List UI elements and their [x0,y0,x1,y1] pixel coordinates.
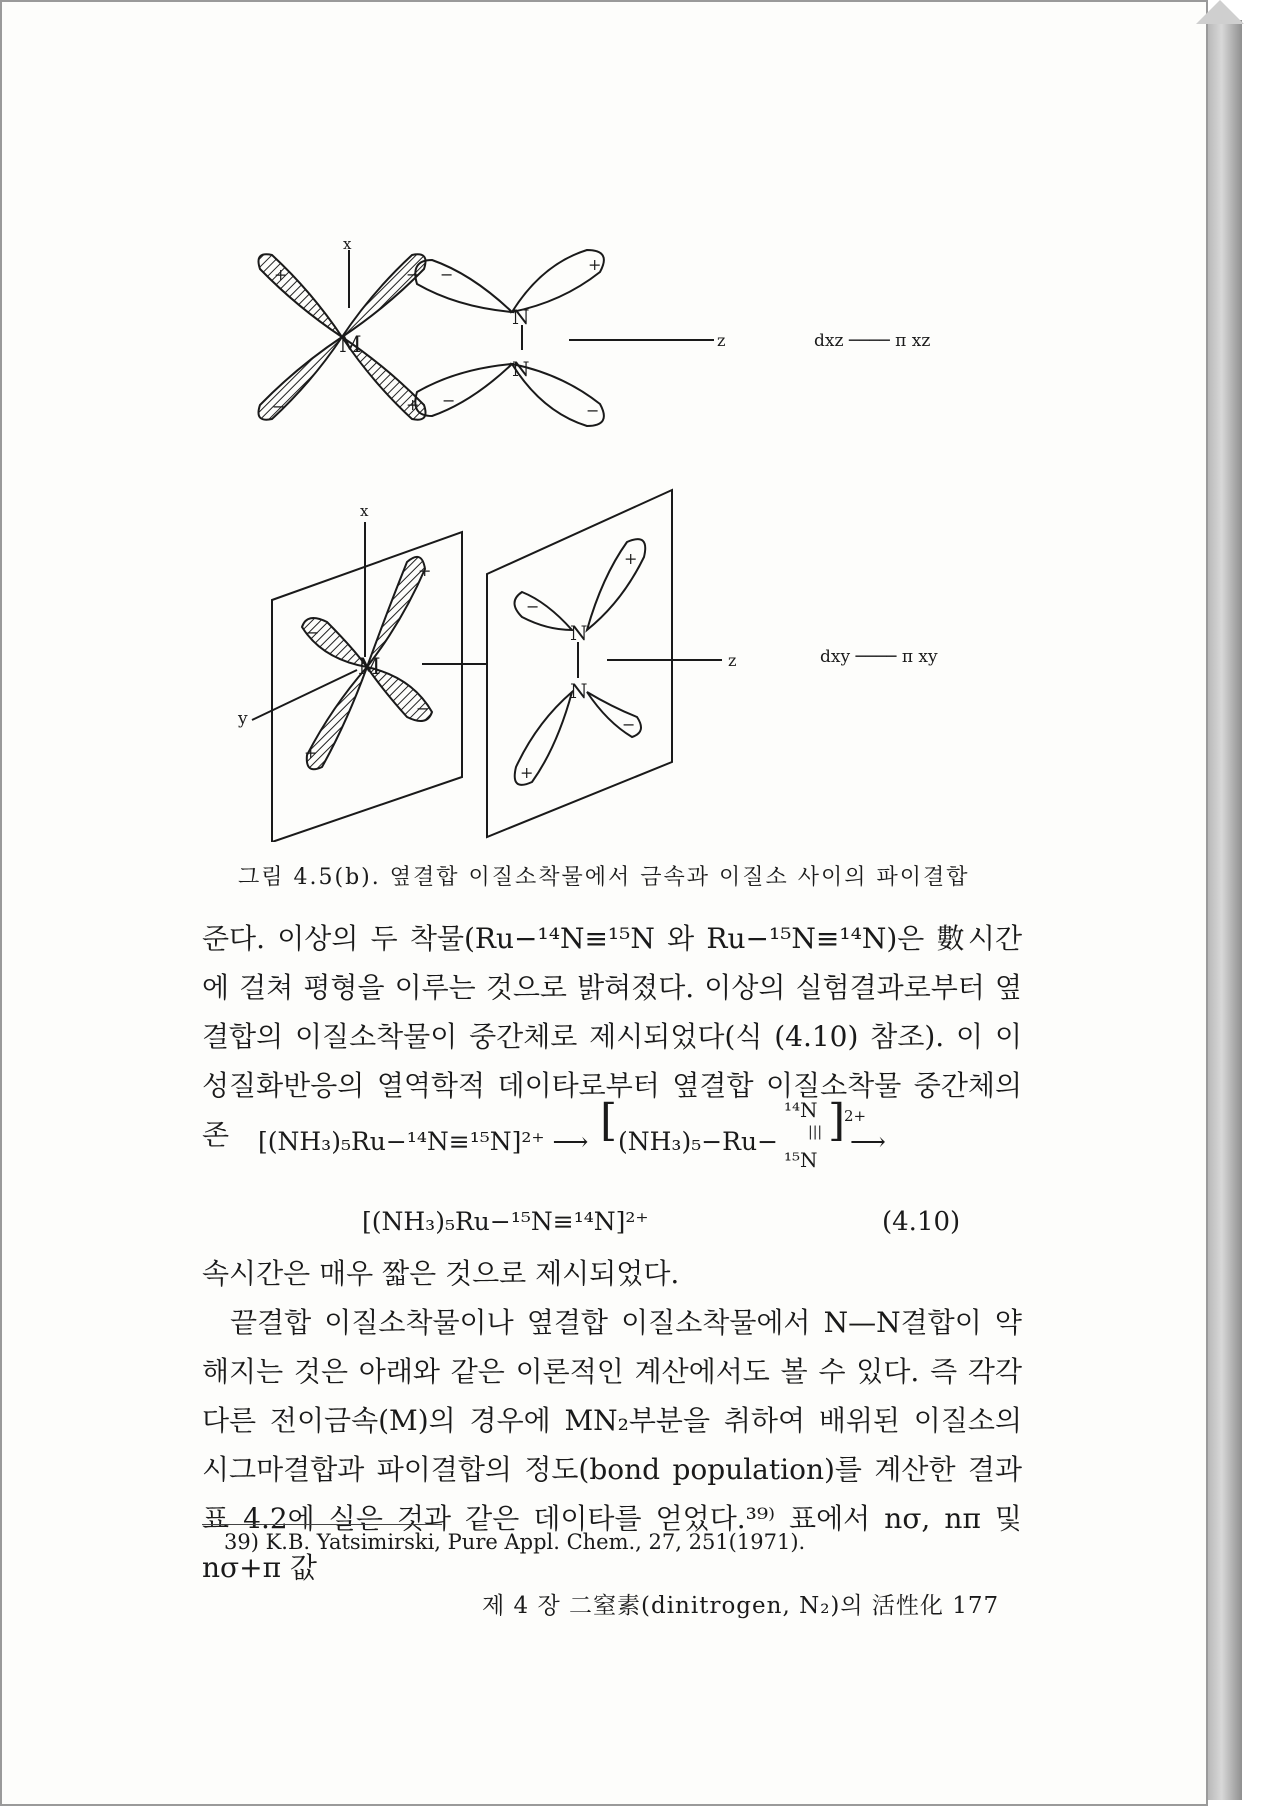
running-footer: 제 4 장 二窒素(dinitrogen, N₂)의 活性化 177 [482,1593,1000,1619]
figure-caption: 그림 4.5(b). 옆결합 이질소착물에서 금속과 이질소 사이의 파이결합 [238,865,970,890]
lobe-sign: − [272,397,286,416]
top-labels [272,235,930,420]
lobe-sign: + [406,395,420,414]
metal-plane [272,532,462,842]
footnote: 39) K.B. Yatsimirski, Pure Appl. Chem., 27, 251(1971). [224,1530,806,1554]
equation-line-1-mid: (NH₃)₅−Ru− [618,1127,779,1156]
lobe-sign: + [520,763,534,782]
orbital-figure [2,2,1210,842]
equation-bracket-open: [ [600,1095,618,1146]
page-corner [1196,0,1244,24]
lobe-sign: − [306,623,320,642]
lobe-sign: − [442,391,456,410]
lobe-sign: − [406,265,420,284]
bottom-x-label: x [360,502,369,520]
bottom-diagram [252,490,722,842]
bottom-z-label: z [728,651,737,670]
top-transition-label: dxz ──── π xz [814,331,931,351]
paragraph-2-continuation: 속시간은 매우 짧은 것으로 제시되었다. [202,1257,680,1290]
top-metal-label: M [339,333,362,358]
equation-n-top: ¹⁴N [784,1098,818,1122]
lobe-sign: + [304,743,318,762]
equation-line-2: [(NH₃)₅Ru−¹⁵N≡¹⁴N]²⁺ [362,1207,649,1236]
bottom-y-label: y [238,709,248,729]
lobe-sign: + [274,265,288,284]
equation-charge: 2+ [844,1107,867,1125]
lobe-sign: − [586,401,600,420]
bottom-metal-label: M [358,655,381,680]
equation-line-1-left: [(NH₃)₅Ru−¹⁴N≡¹⁵N]²⁺ ⟶ [258,1127,589,1156]
lobe-sign: − [622,715,636,734]
equation-bracket-close: ] [828,1095,846,1146]
bottom-n2-lobes [515,539,646,785]
bottom-transition-label: dxy ──── π xy [820,647,938,667]
bottom-n1-label: N [570,621,588,645]
top-z-label: z [717,331,726,350]
top-n2-label: N [512,357,530,381]
page-stack-edge [1208,20,1242,1800]
lobe-sign: − [416,699,430,718]
lobe-sign: + [588,255,602,274]
equation-n-bottom: ¹⁵N [784,1148,818,1172]
equation-arrow: ⟶ [850,1127,886,1156]
lobe-sign: + [624,549,638,568]
lobe-sign: + [418,561,432,580]
bottom-n2-label: N [570,679,588,703]
top-n1-label: N [512,305,530,329]
footnote-rule [202,1524,442,1525]
top-diagram [259,250,715,426]
lobe-sign: − [526,597,540,616]
equation-number: (4.10) [882,1207,961,1237]
equation-n-triple-bond: ||| [808,1124,823,1140]
lobe-sign: − [440,265,454,284]
paragraph-1-text: 준다. 이상의 두 착물(Ru−¹⁴N≡¹⁵N 와 Ru−¹⁵N≡¹⁴N)은 數시간에 걸쳐 평형을 이루는 것으로 밝혀졌다. 이상의 실험결과로부터 옆결합의 이질소착물이 중간체로 제시되었다(식 (4.10) 참조). 이 이성질화반응의 열역학적 데이타로부터 옆결합 이질소착물 중간체의 존 [202,922,1022,1151]
top-x-label: x [343,235,352,253]
paragraph-2-text: 끝결합 이질소착물이나 옆결합 이질소착물에서 N—N결합이 약해지는 것은 아래와 같은 이론적인 계산에서도 볼 수 있다. 즉 각각 다른 전이금속(M)의 경우에 MN₂부분을 취하여 배위된 이질소의 시그마결합과 파이결합의 정도(bond population)를 계산한 결과 표 4.2에 실은 것과 같은 데이타를 얻었다.³⁹⁾ 표에서 nσ, nπ 및 nσ+π 값 [202,1306,1022,1584]
